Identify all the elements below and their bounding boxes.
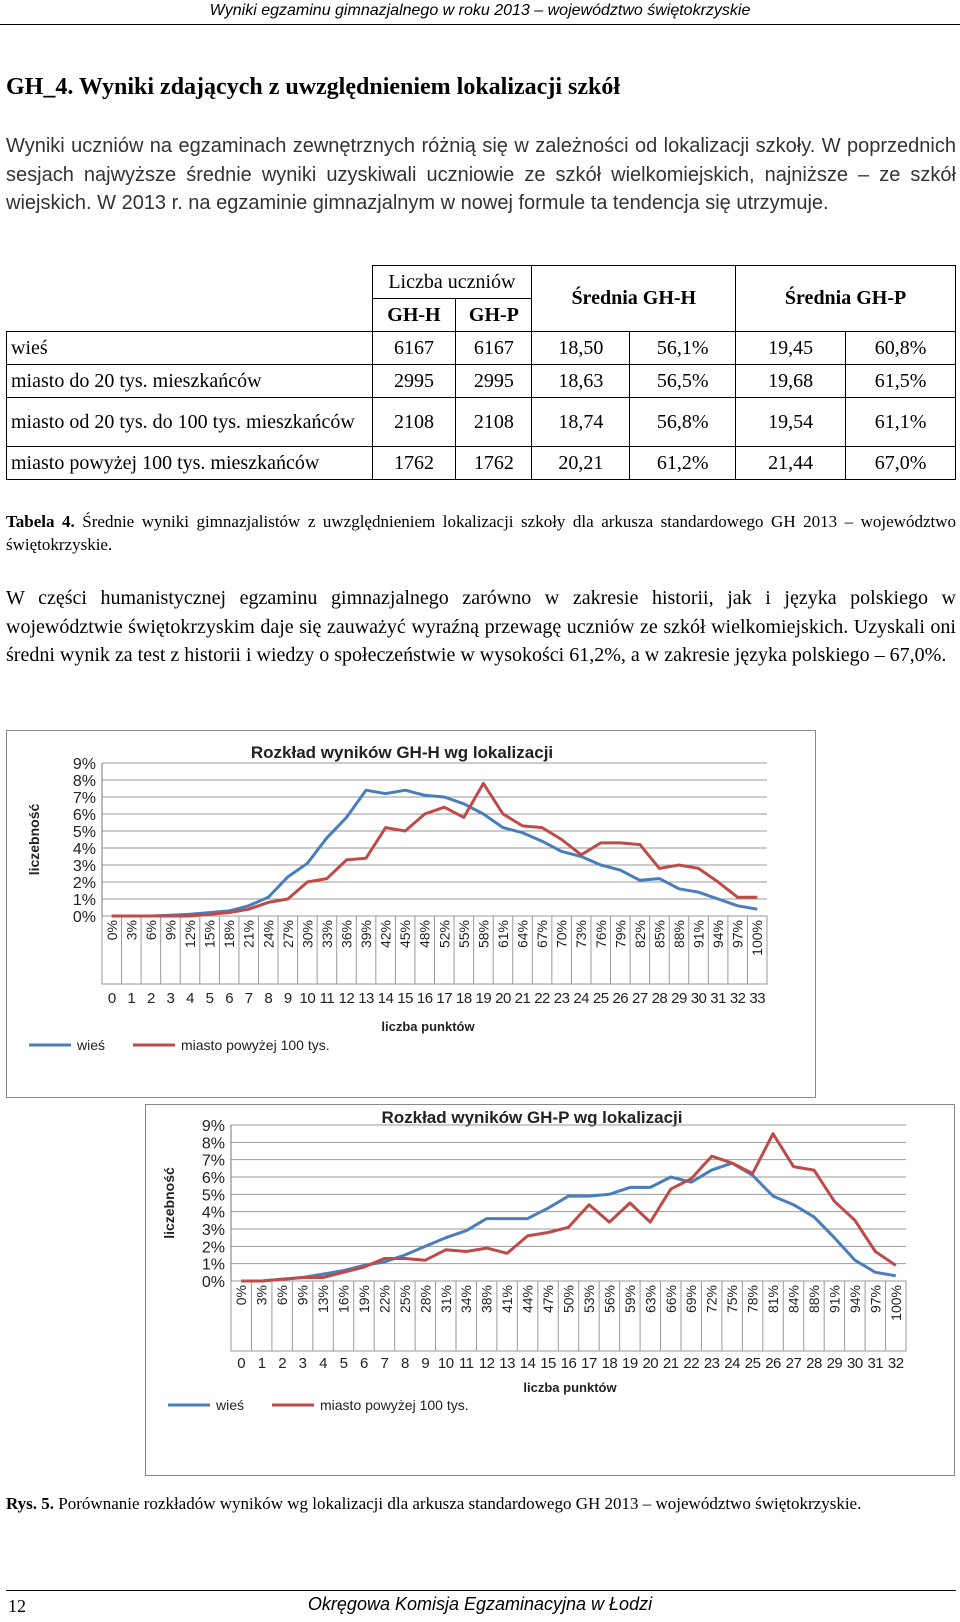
y-tick-label: 7% [201, 1152, 225, 1170]
percent-tick-label: 88% [670, 920, 687, 949]
x-axis-label: liczba punktów [523, 1380, 617, 1395]
cell-avg-h: 18,50 [532, 332, 630, 365]
points-tick-label: 30 [690, 990, 707, 1007]
points-tick-label: 14 [519, 1355, 536, 1372]
percent-tick-label: 3% [123, 920, 140, 941]
points-tick-label: 27 [632, 990, 648, 1007]
points-tick-label: 1 [257, 1355, 266, 1372]
points-tick-label: 25 [592, 990, 609, 1007]
points-tick-label: 29 [671, 990, 687, 1007]
percent-tick-label: 18% [221, 920, 238, 949]
cell-n-p: 2108 [456, 398, 532, 447]
series-line-miasto [112, 783, 757, 916]
y-tick-label: 1% [201, 1256, 225, 1274]
points-tick-label: 12 [338, 990, 355, 1007]
y-tick-label: 0% [72, 909, 96, 926]
header-rule [0, 24, 960, 25]
percent-tick-label: 69% [683, 1285, 700, 1314]
points-tick-label: 19 [475, 990, 492, 1007]
row-label: miasto od 20 tys. do 100 tys. mieszkańców [7, 398, 373, 447]
y-tick-label: 1% [72, 892, 96, 909]
header-gh-h: GH-H [372, 299, 456, 332]
points-tick-label: 13 [358, 990, 374, 1007]
chart-gh-h [7, 731, 815, 1097]
cell-n-p: 6167 [456, 332, 532, 365]
points-tick-label: 28 [651, 990, 668, 1007]
points-tick-label: 11 [458, 1355, 474, 1372]
percent-tick-label: 0% [103, 920, 120, 941]
chart-title: Rozkład wyników GH-H wg lokalizacji [250, 743, 554, 762]
percent-tick-label: 6% [142, 920, 159, 941]
percent-tick-label: 22% [376, 1285, 393, 1314]
y-tick-label: 9% [72, 756, 96, 773]
chart-gh-p [146, 1105, 954, 1475]
points-tick-label: 3 [166, 990, 175, 1007]
intro-paragraph: Wyniki uczniów na egzaminach zewnętrznych różnią się w zależności od lokalizacji szkoły. W poprzednich sesjach najwyższe średnie wyniki uzyskiwali uczniowie ze szkół wielkomiejskich, najniższe – ze szkół wiejskich. W 2013 r. na egzaminie gimnazjalnym w nowej formule ta tendencja się utrzymuje. [6, 135, 956, 214]
points-tick-label: 20 [495, 990, 511, 1007]
table-row [7, 398, 956, 447]
cell-n-h: 1762 [372, 447, 456, 480]
cell-pct-h: 56,8% [630, 398, 736, 447]
cell-avg-h: 18,74 [532, 398, 630, 447]
table-row [7, 365, 956, 398]
y-tick-label: 8% [201, 1135, 225, 1153]
legend-label: miasto powyżej 100 tys. [181, 1037, 330, 1053]
points-tick-label: 13 [499, 1355, 515, 1372]
percent-tick-label: 48% [416, 920, 433, 949]
percent-tick-label: 66% [662, 1285, 679, 1314]
x-axis-label: liczba punktów [381, 1019, 475, 1034]
points-tick-label: 17 [581, 1355, 597, 1372]
y-tick-label: 2% [72, 875, 96, 892]
chart-title: Rozkład wyników GH-P wg lokalizacji [381, 1108, 683, 1127]
percent-tick-label: 39% [358, 920, 375, 949]
results-table [6, 265, 956, 480]
table-row [7, 332, 956, 365]
cell-pct-p: 67,0% [846, 447, 956, 480]
table-caption-text: Średnie wyniki gimnazjalistów z uwzględnieniem lokalizacji szkoły dla arkusza standardowego GH 2013 – województwo świętokrzyskie. [6, 512, 956, 554]
page-number: 12 [8, 1596, 26, 1616]
percent-tick-label: 16% [335, 1285, 352, 1314]
points-tick-label: 10 [437, 1355, 454, 1372]
percent-tick-label: 73% [573, 920, 590, 949]
points-tick-label: 21 [514, 990, 531, 1007]
points-tick-label: 21 [662, 1355, 679, 1372]
percent-tick-label: 59% [621, 1285, 638, 1314]
table-row [7, 447, 956, 480]
percent-tick-label: 9% [294, 1285, 311, 1306]
cell-n-h: 2108 [372, 398, 456, 447]
points-tick-label: 30 [847, 1355, 863, 1372]
cell-n-h: 2995 [372, 365, 456, 398]
percent-tick-label: 67% [534, 920, 551, 949]
points-tick-label: 32 [887, 1355, 904, 1372]
percent-tick-label: 33% [318, 920, 335, 949]
percent-tick-label: 100% [887, 1285, 904, 1321]
percent-tick-label: 76% [592, 920, 609, 949]
percent-tick-label: 42% [377, 920, 394, 949]
percent-tick-label: 47% [540, 1285, 557, 1314]
section-title: GH_4. Wyniki zdających z uwzględnieniem lokalizacji szkół [6, 74, 620, 100]
points-tick-label: 9 [421, 1355, 430, 1372]
cell-pct-h: 61,2% [630, 447, 736, 480]
percent-tick-label: 75% [724, 1285, 741, 1314]
percent-tick-label: 84% [785, 1285, 802, 1314]
percent-tick-label: 91% [826, 1285, 843, 1314]
percent-tick-label: 30% [299, 920, 316, 949]
percent-tick-label: 70% [553, 920, 570, 949]
percent-tick-label: 12% [182, 920, 199, 949]
percent-tick-label: 38% [478, 1285, 495, 1314]
y-tick-label: 6% [72, 807, 96, 824]
points-tick-label: 25 [744, 1355, 761, 1372]
cell-pct-h: 56,5% [630, 365, 736, 398]
percent-tick-label: 13% [315, 1285, 332, 1314]
points-tick-label: 2 [146, 990, 155, 1007]
percent-tick-label: 21% [240, 920, 257, 949]
points-tick-label: 7 [244, 990, 253, 1007]
cell-pct-p: 61,1% [846, 398, 956, 447]
percent-tick-label: 94% [846, 1285, 863, 1314]
points-tick-label: 8 [264, 990, 273, 1007]
percent-tick-label: 19% [355, 1285, 372, 1314]
points-tick-label: 31 [710, 990, 726, 1007]
cell-n-p: 2995 [456, 365, 532, 398]
points-tick-label: 0 [107, 990, 116, 1007]
points-tick-label: 32 [729, 990, 746, 1007]
percent-tick-label: 44% [519, 1285, 536, 1314]
percent-tick-label: 24% [260, 920, 277, 949]
y-tick-label: 7% [72, 790, 96, 807]
points-tick-label: 15 [540, 1355, 556, 1372]
points-tick-label: 24 [573, 990, 590, 1007]
footer-organization: Okręgowa Komisja Egzaminacyjna w Łodzi [307, 1594, 653, 1614]
percent-tick-label: 81% [765, 1285, 782, 1314]
percent-tick-label: 0% [233, 1285, 250, 1306]
y-tick-label: 9% [201, 1118, 225, 1135]
legend-label: wieś [216, 1397, 245, 1413]
points-tick-label: 5 [339, 1355, 348, 1372]
percent-tick-label: 27% [279, 920, 296, 949]
points-tick-label: 23 [553, 990, 570, 1007]
points-tick-label: 16 [416, 990, 433, 1007]
percent-tick-label: 28% [417, 1285, 434, 1314]
percent-tick-label: 97% [729, 920, 746, 949]
points-tick-label: 17 [436, 990, 453, 1007]
row-label: miasto powyżej 100 tys. mieszkańców [7, 447, 373, 480]
points-tick-label: 18 [601, 1355, 618, 1372]
y-tick-label: 4% [72, 841, 96, 858]
cell-n-h: 6167 [372, 332, 456, 365]
points-tick-label: 6 [360, 1355, 368, 1372]
cell-avg-p: 19,54 [736, 398, 846, 447]
y-tick-label: 8% [72, 773, 96, 790]
points-tick-label: 10 [299, 990, 316, 1007]
footer-rule [6, 1590, 956, 1591]
points-tick-label: 18 [455, 990, 472, 1007]
points-tick-label: 29 [826, 1355, 843, 1372]
points-tick-label: 2 [278, 1355, 287, 1372]
points-tick-label: 8 [400, 1355, 409, 1372]
percent-tick-label: 41% [499, 1285, 516, 1314]
points-tick-label: 15 [397, 990, 414, 1007]
points-tick-label: 12 [478, 1355, 495, 1372]
percent-tick-label: 15% [201, 920, 218, 949]
y-tick-label: 3% [72, 858, 96, 875]
cell-avg-p: 21,44 [736, 447, 846, 480]
y-tick-label: 5% [72, 824, 96, 841]
points-tick-label: 9 [283, 990, 292, 1007]
percent-tick-label: 94% [710, 920, 727, 949]
y-tick-label: 0% [201, 1274, 225, 1291]
points-tick-label: 6 [225, 990, 234, 1007]
chart-gh-h-container [6, 730, 816, 1098]
points-tick-label: 4 [186, 990, 194, 1007]
percent-tick-label: 9% [162, 920, 179, 941]
header-avg-p: Średnia GH-P [736, 266, 956, 332]
percent-tick-label: 34% [458, 1285, 475, 1314]
y-axis-label: liczebność [26, 803, 42, 876]
points-tick-label: 22 [683, 1355, 700, 1372]
points-tick-label: 20 [642, 1355, 659, 1372]
table-corner [7, 266, 373, 332]
figure-caption-label: Rys. 5. [6, 1494, 55, 1513]
percent-tick-label: 52% [436, 920, 453, 949]
points-tick-label: 26 [612, 990, 629, 1007]
table-caption-label: Tabela 4. [6, 512, 75, 531]
percent-tick-label: 25% [396, 1285, 413, 1314]
points-tick-label: 14 [377, 990, 394, 1007]
percent-tick-label: 82% [631, 920, 648, 949]
percent-tick-label: 88% [805, 1285, 822, 1314]
results-paragraph: W części humanistycznej egzaminu gimnazjalnego zarówno w zakresie historii, jak i języka polskiego w województwie świętokrzyskim daje się zauważyć wyraźną przewagę uczniów ze szkół wielkomiejskich. Uzyskali oni średni wynik za test z historii i wiedzy o społeczeństwie w wysokości 61,2%, a w zakresie języka polskiego – 67,0%. [6, 587, 956, 666]
row-label: wieś [7, 332, 373, 365]
header-avg-h: Średnia GH-H [532, 266, 736, 332]
points-tick-label: 1 [127, 990, 136, 1007]
points-tick-label: 24 [724, 1355, 740, 1372]
percent-tick-label: 45% [397, 920, 414, 949]
y-tick-label: 5% [201, 1187, 225, 1205]
row-label: miasto do 20 tys. mieszkańców [7, 365, 373, 398]
y-tick-label: 3% [201, 1222, 225, 1239]
cell-avg-h: 18,63 [532, 365, 630, 398]
points-tick-label: 28 [806, 1355, 822, 1372]
y-tick-label: 2% [201, 1239, 225, 1257]
y-tick-label: 6% [201, 1170, 225, 1187]
chart-gh-p-container [145, 1104, 955, 1476]
cell-avg-p: 19,68 [736, 365, 846, 398]
percent-tick-label: 50% [560, 1285, 577, 1314]
percent-tick-label: 61% [494, 920, 511, 949]
points-tick-label: 22 [534, 990, 550, 1007]
cell-avg-h: 20,21 [532, 447, 630, 480]
points-tick-label: 3 [298, 1355, 307, 1372]
running-header: Wyniki egzaminu gimnazjalnego w roku 2013 – województwo świętokrzyskie [209, 2, 751, 19]
percent-tick-label: 79% [612, 920, 629, 949]
points-tick-label: 27 [785, 1355, 802, 1372]
points-tick-label: 7 [380, 1355, 389, 1372]
header-gh-p: GH-P [456, 299, 532, 332]
percent-tick-label: 85% [651, 920, 668, 949]
points-tick-label: 31 [867, 1355, 884, 1372]
points-tick-label: 23 [703, 1355, 720, 1372]
percent-tick-label: 97% [867, 1285, 884, 1314]
points-tick-label: 16 [560, 1355, 577, 1372]
cell-pct-p: 61,5% [846, 365, 956, 398]
percent-tick-label: 72% [703, 1285, 720, 1314]
percent-tick-label: 64% [514, 920, 531, 949]
table-caption [6, 510, 956, 556]
y-tick-label: 4% [201, 1204, 225, 1222]
points-tick-label: 11 [319, 990, 335, 1007]
cell-pct-p: 60,8% [846, 332, 956, 365]
percent-tick-label: 100% [749, 920, 766, 956]
percent-tick-label: 91% [690, 920, 707, 949]
figure-caption [6, 1492, 956, 1515]
percent-tick-label: 3% [253, 1285, 270, 1306]
percent-tick-label: 58% [475, 920, 492, 949]
cell-avg-p: 19,45 [736, 332, 846, 365]
points-tick-label: 4 [319, 1355, 327, 1372]
cell-pct-h: 56,1% [630, 332, 736, 365]
header-count: Liczba uczniów [372, 266, 532, 299]
percent-tick-label: 36% [338, 920, 355, 949]
points-tick-label: 26 [765, 1355, 781, 1372]
percent-tick-label: 6% [274, 1285, 291, 1306]
percent-tick-label: 56% [601, 1285, 618, 1314]
points-tick-label: 0 [237, 1355, 246, 1372]
points-tick-label: 33 [749, 990, 766, 1007]
percent-tick-label: 63% [642, 1285, 659, 1314]
legend-label: miasto powyżej 100 tys. [320, 1397, 469, 1413]
percent-tick-label: 78% [744, 1285, 761, 1314]
figure-caption-text: Porównanie rozkładów wyników wg lokalizacji dla arkusza standardowego GH 2013 – województwo świętokrzyskie. [58, 1494, 862, 1513]
y-axis-label: liczebność [161, 1167, 177, 1239]
cell-n-p: 1762 [456, 447, 532, 480]
percent-tick-label: 53% [580, 1285, 597, 1314]
percent-tick-label: 31% [437, 1285, 454, 1314]
legend-label: wieś [77, 1037, 106, 1053]
points-tick-label: 5 [205, 990, 214, 1007]
percent-tick-label: 55% [455, 920, 472, 949]
points-tick-label: 19 [622, 1355, 638, 1372]
